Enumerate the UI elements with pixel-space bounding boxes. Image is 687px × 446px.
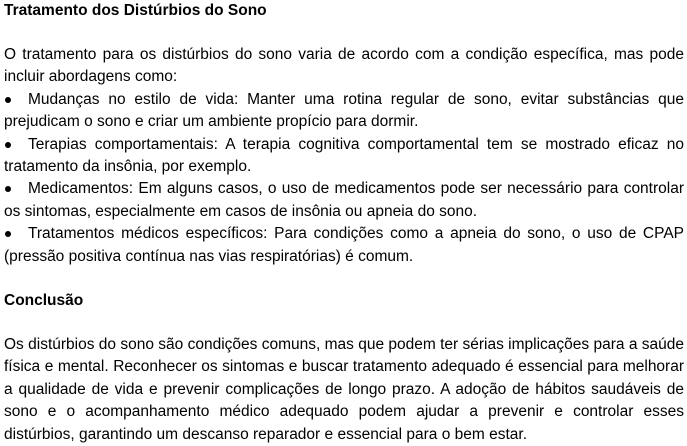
list-item xyxy=(4,134,684,179)
tratamento-intro-paragraph: O tratamento para os distúrbios do sono varia de acordo com a condição específica, mas pode incluir abordagens como: xyxy=(4,46,684,86)
list-item-text: Medicamentos: Em alguns casos, o uso de medicamentos pode ser necessário para controlar os sintomas, especialmente em casos de insônia ou apneia do sono. xyxy=(4,180,684,220)
bullet-icon xyxy=(5,142,11,148)
list-item xyxy=(4,223,684,268)
section-heading-conclusao: Conclusão xyxy=(4,292,84,310)
list-item xyxy=(4,89,684,134)
list-item-text: Terapias comportamentais: A terapia cognitiva comportamental tem se mostrado eficaz no tratamento da insônia, por exemplo. xyxy=(4,135,684,176)
blank-line xyxy=(4,312,684,334)
blank-line xyxy=(4,268,684,290)
conclusao-paragraph: Os distúrbios do sono são condições comuns, mas que podem ter sérias implicações para a saúde física e mental. Reconhecer os sintomas e buscar tratamento adequado é essencial para melhorar a qualidade de vida e prevenir complicações de longo prazo. A adoção de hábitos saudáveis de sono e o acompanhamento médico adequado podem ajudar a prevenir e controlar esses distúrbios, garantindo um descanso reparador e essencial para o bem estar. xyxy=(4,336,684,443)
list-item-text: Tratamentos médicos específicos: Para condições como a apneia do sono, o uso de CPAP (pressão positiva contínua nas vias respiratórias) é comum. xyxy=(4,225,684,265)
treatment-bullet-list xyxy=(4,89,684,268)
list-item-text: Mudanças no estilo de vida: Manter uma rotina regular de sono, evitar substâncias que prejudicam o sono e criar um ambiente propício para dormir. xyxy=(4,90,684,131)
section-heading-tratamento: Tratamento dos Distúrbios do Sono xyxy=(4,2,267,19)
document-page xyxy=(4,0,684,446)
bullet-icon xyxy=(5,186,11,192)
list-item xyxy=(4,178,684,223)
blank-line xyxy=(4,22,684,44)
bullet-icon xyxy=(5,97,11,103)
bullet-icon xyxy=(5,231,11,237)
